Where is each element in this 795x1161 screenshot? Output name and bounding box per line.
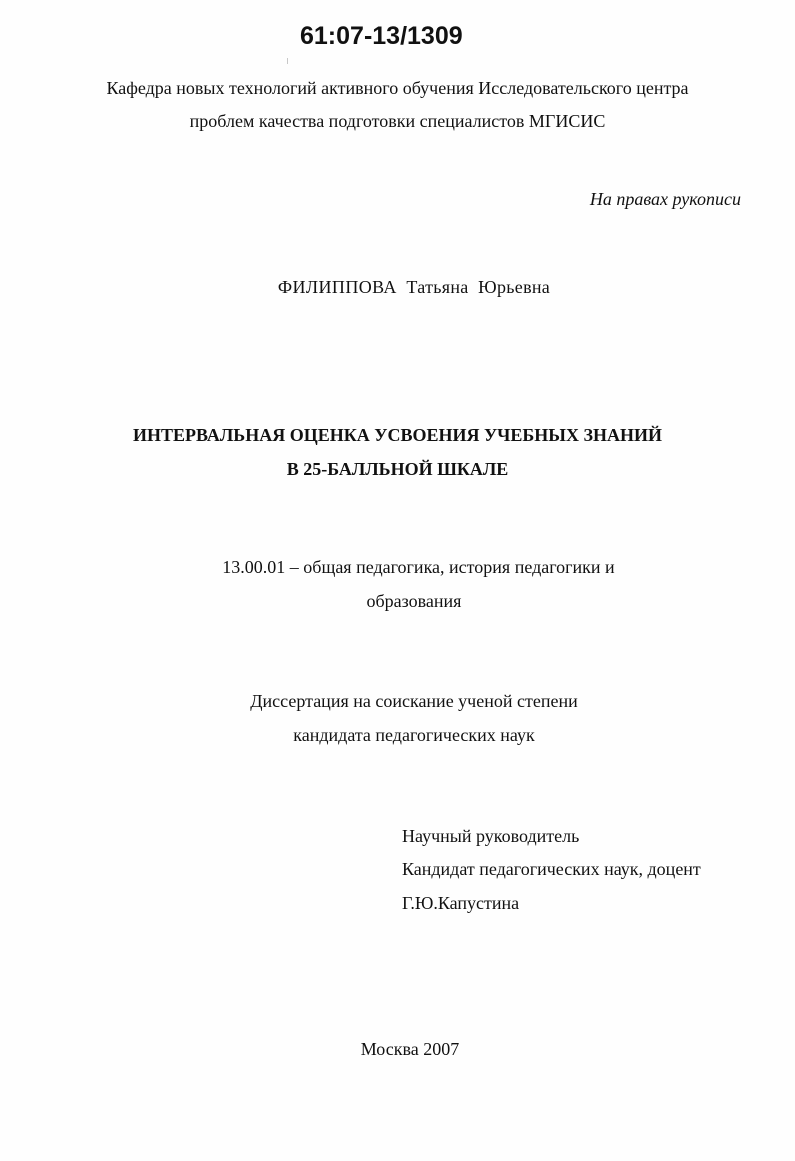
dissertation-line-2: кандидата педагогических наук [293,725,535,745]
advisor-name: Г.Ю.Капустина [402,893,520,913]
archive-stamp: 61:07-13/1309 [300,22,463,50]
scan-speck [287,58,288,64]
author-name [0,276,795,298]
author-given-names: Татьяна Юрьевна [406,277,551,297]
author-surname: ФИЛИППОВА [277,277,397,297]
organization-line-1: Кафедра новых технологий активного обучения Исследовательского центра [106,78,689,98]
organization-line-2: проблем качества подготовки специалистов МГИСИС [189,111,606,131]
manuscript-rights-note: На правах рукописи [589,189,741,209]
specialty-line-1: 13.00.01 – общая педагогика, история педагогики и [222,557,615,577]
place-and-year: Москва 2007 [360,1039,460,1059]
specialty-line-2: образования [366,591,462,611]
dissertation-line-1: Диссертация на соискание ученой степени [250,691,578,711]
advisor-role: Научный руководитель [402,826,580,846]
title-line-2: В 25-БАЛЛЬНОЙ ШКАЛЕ [286,459,509,479]
advisor-degree: Кандидат педагогических наук, доцент [402,859,701,879]
title-line-1: ИНТЕРВАЛЬНАЯ ОЦЕНКА УСВОЕНИЯ УЧЕБНЫХ ЗНАНИЙ [133,425,662,445]
